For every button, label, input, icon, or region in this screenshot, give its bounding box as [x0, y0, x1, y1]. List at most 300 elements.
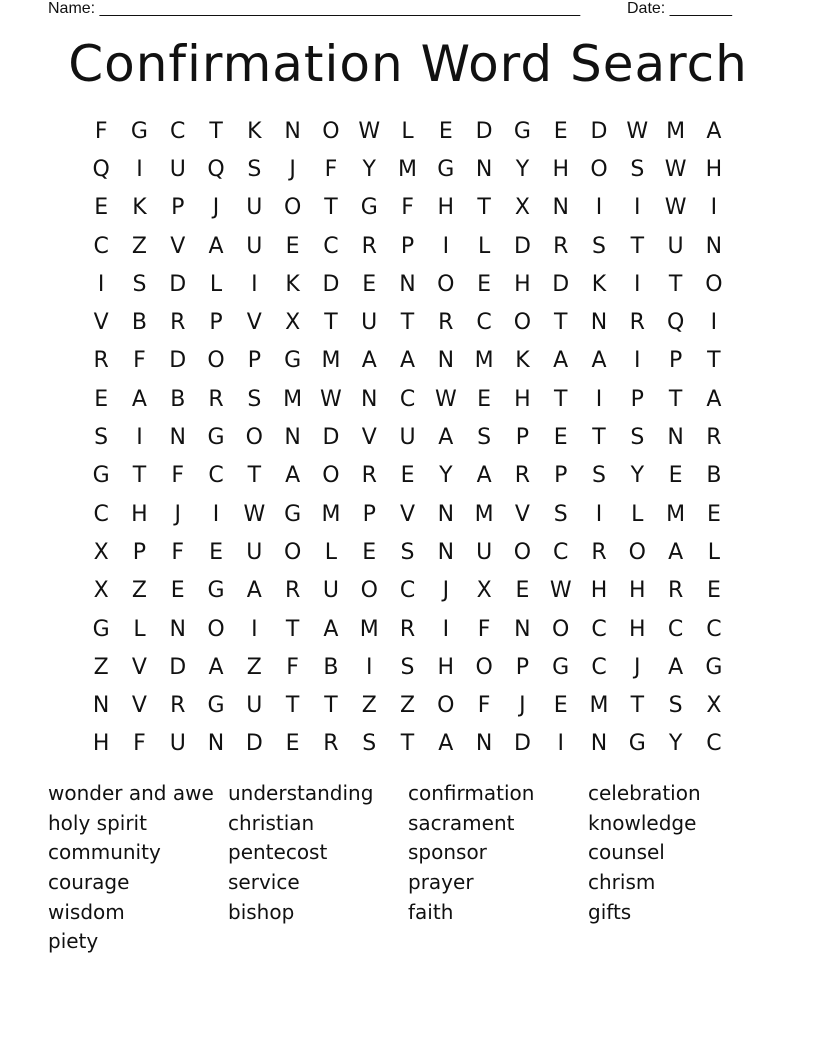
grid-letter[interactable]: Z: [246, 654, 262, 680]
grid-letter[interactable]: U: [246, 539, 263, 565]
grid-letter[interactable]: D: [245, 731, 263, 757]
grid-letter[interactable]: A: [706, 118, 722, 144]
grid-letter[interactable]: R: [170, 310, 186, 336]
grid-letter[interactable]: A: [323, 616, 339, 642]
grid-letter[interactable]: A: [208, 233, 224, 259]
grid-letter[interactable]: N: [475, 156, 493, 182]
grid-letter[interactable]: C: [591, 616, 607, 642]
grid-letter[interactable]: N: [552, 195, 569, 221]
grid-letter[interactable]: G: [513, 118, 531, 144]
grid-letter[interactable]: G: [130, 118, 148, 144]
grid-letter[interactable]: O: [705, 271, 723, 297]
grid-letter[interactable]: P: [668, 348, 683, 374]
grid-letter[interactable]: T: [668, 271, 683, 297]
grid-letter[interactable]: R: [591, 539, 607, 565]
grid-letter[interactable]: T: [553, 386, 568, 412]
grid-letter[interactable]: C: [399, 578, 416, 604]
grid-letter[interactable]: X: [514, 195, 530, 221]
grid-letter[interactable]: Z: [361, 693, 377, 719]
grid-letter[interactable]: N: [667, 425, 684, 451]
grid-letter[interactable]: J: [519, 693, 526, 719]
grid-letter[interactable]: K: [247, 118, 262, 144]
grid-letter[interactable]: Q: [666, 310, 685, 336]
grid-letter[interactable]: E: [94, 195, 109, 221]
grid-letter[interactable]: G: [628, 731, 646, 757]
grid-letter[interactable]: N: [705, 233, 723, 259]
grid-letter[interactable]: N: [169, 425, 186, 451]
grid-letter[interactable]: B: [706, 463, 722, 489]
grid-letter[interactable]: E: [285, 233, 300, 259]
grid-letter[interactable]: T: [630, 693, 645, 719]
header: [48, 0, 748, 20]
word-list-item: knowledge: [588, 810, 697, 835]
grid-letter[interactable]: T: [132, 463, 147, 489]
grid-letter[interactable]: J: [289, 156, 296, 182]
grid-letter[interactable]: K: [515, 348, 530, 374]
grid-letter[interactable]: C: [591, 654, 607, 680]
grid-letter[interactable]: P: [132, 539, 147, 565]
grid-letter[interactable]: I: [595, 195, 603, 221]
grid-letter[interactable]: F: [477, 693, 491, 719]
grid-letter[interactable]: J: [634, 654, 641, 680]
word-list-item: courage: [48, 870, 130, 895]
grid-letter[interactable]: R: [399, 616, 416, 642]
grid-letter[interactable]: J: [442, 578, 450, 604]
grid-letter[interactable]: E: [209, 539, 223, 565]
grid-letter[interactable]: G: [705, 654, 723, 680]
grid-letter[interactable]: O: [322, 118, 340, 144]
grid-letter[interactable]: G: [207, 425, 225, 451]
grid-letter[interactable]: G: [92, 616, 110, 642]
grid-letter[interactable]: I: [136, 425, 143, 451]
grid-letter[interactable]: O: [283, 195, 302, 221]
grid-letter[interactable]: C: [706, 731, 722, 757]
grid-letter[interactable]: T: [324, 195, 338, 221]
grid-letter[interactable]: F: [171, 463, 185, 489]
grid-letter[interactable]: U: [667, 233, 684, 259]
grid-letter[interactable]: E: [477, 386, 492, 412]
grid-letter[interactable]: K: [132, 195, 147, 221]
grid-letter[interactable]: C: [93, 233, 109, 259]
word-list-item: celebration: [588, 781, 701, 805]
grid-letter[interactable]: Y: [362, 156, 376, 182]
grid-letter[interactable]: S: [247, 386, 262, 412]
grid-letter[interactable]: I: [634, 195, 641, 221]
grid-letter[interactable]: G: [207, 693, 225, 719]
grid-letter[interactable]: R: [323, 731, 339, 757]
grid-letter[interactable]: S: [592, 463, 606, 489]
grid-letter[interactable]: S: [362, 731, 377, 757]
grid-letter[interactable]: A: [399, 348, 416, 374]
grid-letter[interactable]: W: [358, 118, 381, 144]
grid-letter[interactable]: N: [92, 693, 110, 719]
grid-letter[interactable]: L: [209, 271, 223, 297]
grid-letter[interactable]: E: [553, 693, 568, 719]
grid-letter[interactable]: X: [93, 578, 109, 604]
grid-letter[interactable]: U: [322, 578, 339, 604]
grid-letter[interactable]: I: [595, 501, 603, 527]
grid-letter[interactable]: N: [590, 731, 608, 757]
grid-letter[interactable]: F: [94, 118, 108, 144]
grid-letter[interactable]: E: [553, 425, 568, 451]
name-field[interactable]: Name: ______________________________________________________: [48, 0, 581, 17]
grid-letter[interactable]: N: [284, 425, 301, 451]
grid-letter[interactable]: E: [553, 118, 568, 144]
grid-letter[interactable]: A: [438, 425, 454, 451]
grid-letter[interactable]: S: [477, 425, 492, 451]
grid-letter[interactable]: A: [668, 654, 684, 680]
grid-letter[interactable]: C: [93, 501, 109, 527]
grid-letter[interactable]: F: [286, 654, 299, 680]
grid-letter[interactable]: A: [361, 348, 377, 374]
grid-letter[interactable]: D: [475, 118, 493, 144]
grid-letter[interactable]: P: [247, 348, 261, 374]
grid-letter[interactable]: U: [246, 233, 263, 259]
grid-letter[interactable]: A: [438, 731, 454, 757]
grid-letter[interactable]: T: [400, 310, 415, 336]
grid-letter[interactable]: U: [246, 693, 263, 719]
grid-letter[interactable]: H: [131, 501, 148, 527]
grid-letter[interactable]: K: [591, 271, 607, 297]
grid-letter[interactable]: I: [212, 501, 220, 527]
grid-letter[interactable]: M: [666, 118, 686, 144]
grid-letter[interactable]: B: [131, 310, 147, 336]
grid-letter[interactable]: L: [707, 539, 721, 565]
grid-letter[interactable]: W: [664, 156, 687, 182]
grid-letter[interactable]: Y: [515, 156, 530, 182]
grid-letter[interactable]: O: [207, 616, 225, 642]
grid-letter[interactable]: H: [437, 195, 455, 221]
grid-letter[interactable]: D: [169, 654, 187, 680]
grid-letter[interactable]: O: [475, 654, 493, 680]
grid-letter[interactable]: O: [322, 463, 340, 489]
grid-letter[interactable]: S: [400, 654, 415, 680]
grid-letter[interactable]: N: [590, 310, 608, 336]
grid-letter[interactable]: E: [362, 271, 377, 297]
grid-letter[interactable]: Q: [92, 156, 110, 182]
grid-letter[interactable]: H: [514, 271, 531, 297]
grid-letter[interactable]: O: [628, 539, 646, 565]
grid-letter[interactable]: R: [361, 463, 377, 489]
grid-letter[interactable]: L: [631, 501, 644, 527]
grid-letter[interactable]: U: [361, 310, 378, 336]
grid-letter[interactable]: H: [552, 156, 569, 182]
grid-letter[interactable]: S: [400, 539, 415, 565]
grid-letter[interactable]: Z: [131, 578, 147, 604]
grid-letter[interactable]: X: [285, 310, 301, 336]
grid-letter[interactable]: M: [283, 386, 303, 412]
grid-letter[interactable]: T: [668, 386, 683, 412]
grid-letter[interactable]: N: [437, 539, 455, 565]
grid-letter[interactable]: T: [400, 731, 415, 757]
grid-letter[interactable]: M: [321, 348, 341, 374]
grid-letter[interactable]: M: [398, 156, 418, 182]
grid-letter[interactable]: L: [324, 539, 338, 565]
grid-letter[interactable]: G: [207, 578, 225, 604]
grid-letter[interactable]: H: [437, 654, 455, 680]
grid-letter[interactable]: W: [549, 578, 572, 604]
grid-letter[interactable]: Y: [630, 463, 645, 489]
grid-letter[interactable]: A: [285, 463, 301, 489]
grid-letter[interactable]: I: [557, 731, 564, 757]
grid-letter[interactable]: R: [438, 310, 454, 336]
grid-letter[interactable]: F: [477, 616, 491, 642]
grid-letter[interactable]: B: [170, 386, 186, 412]
word-list-item: holy spirit: [48, 810, 147, 835]
grid-letter[interactable]: F: [324, 156, 338, 182]
grid-letter[interactable]: H: [514, 386, 531, 412]
grid-letter[interactable]: S: [668, 693, 683, 719]
grid-letter[interactable]: T: [553, 310, 568, 336]
grid-letter[interactable]: N: [437, 501, 455, 527]
grid-letter[interactable]: P: [515, 654, 530, 680]
grid-letter[interactable]: V: [246, 310, 262, 336]
grid-letter[interactable]: O: [437, 693, 455, 719]
grid-letter[interactable]: A: [668, 539, 684, 565]
word-list-item: sponsor: [408, 840, 487, 865]
grid-letter[interactable]: G: [92, 463, 110, 489]
grid-letter[interactable]: M: [666, 501, 686, 527]
grid-letter[interactable]: X: [93, 539, 109, 565]
grid-letter[interactable]: A: [476, 463, 492, 489]
grid-letter[interactable]: W: [434, 386, 457, 412]
grid-letter[interactable]: N: [207, 731, 225, 757]
date-field[interactable]: Date: _______: [627, 0, 732, 17]
grid-letter[interactable]: I: [595, 386, 603, 412]
grid-letter[interactable]: I: [442, 616, 450, 642]
grid-letter[interactable]: R: [667, 578, 684, 604]
grid-letter[interactable]: E: [94, 386, 109, 412]
grid-letter[interactable]: T: [707, 348, 721, 374]
grid-letter[interactable]: Y: [439, 463, 453, 489]
grid-letter[interactable]: T: [285, 693, 300, 719]
grid-letter[interactable]: G: [284, 348, 302, 374]
grid-letter[interactable]: M: [321, 501, 341, 527]
grid-letter[interactable]: C: [399, 386, 416, 412]
grid-letter[interactable]: P: [554, 463, 568, 489]
grid-letter[interactable]: O: [283, 539, 302, 565]
grid-letter[interactable]: N: [360, 386, 378, 412]
grid-letter[interactable]: O: [360, 578, 378, 604]
grid-letter[interactable]: T: [477, 195, 491, 221]
grid-letter[interactable]: T: [592, 425, 606, 451]
grid-letter[interactable]: M: [474, 501, 494, 527]
grid-letter[interactable]: I: [251, 271, 258, 297]
grid-letter[interactable]: E: [515, 578, 530, 604]
grid-letter[interactable]: P: [171, 195, 185, 221]
grid-letter[interactable]: W: [320, 386, 342, 412]
grid-letter[interactable]: R: [706, 425, 722, 451]
grid-letter[interactable]: I: [634, 348, 641, 374]
grid-letter[interactable]: N: [475, 731, 493, 757]
grid-letter[interactable]: V: [93, 310, 109, 336]
grid-letter[interactable]: T: [285, 616, 300, 642]
grid-letter[interactable]: H: [629, 578, 646, 604]
grid-letter[interactable]: T: [630, 233, 645, 259]
grid-letter[interactable]: H: [590, 578, 608, 604]
grid-letter[interactable]: N: [437, 348, 455, 374]
grid-letter[interactable]: Z: [131, 233, 147, 259]
grid-letter[interactable]: S: [630, 156, 645, 182]
grid-letter[interactable]: T: [324, 693, 338, 719]
grid-letter[interactable]: V: [131, 654, 147, 680]
grid-letter[interactable]: N: [284, 118, 301, 144]
grid-letter[interactable]: C: [323, 233, 339, 259]
grid-letter[interactable]: J: [174, 501, 181, 527]
grid-letter[interactable]: S: [630, 425, 645, 451]
grid-letter[interactable]: V: [131, 693, 147, 719]
grid-letter[interactable]: C: [208, 463, 224, 489]
grid-letter[interactable]: O: [590, 156, 608, 182]
grid-letter[interactable]: O: [207, 348, 225, 374]
grid-letter[interactable]: L: [477, 233, 491, 259]
grid-letter[interactable]: V: [514, 501, 530, 527]
grid-letter[interactable]: D: [322, 425, 340, 451]
grid-letter[interactable]: R: [93, 348, 109, 374]
grid-letter[interactable]: P: [209, 310, 223, 336]
grid-letter[interactable]: E: [362, 539, 377, 565]
grid-letter[interactable]: P: [362, 501, 376, 527]
grid-letter[interactable]: U: [476, 539, 493, 565]
grid-letter[interactable]: M: [589, 693, 609, 719]
grid-letter[interactable]: I: [97, 271, 105, 297]
grid-letter[interactable]: F: [401, 195, 414, 221]
grid-letter[interactable]: A: [553, 348, 569, 374]
grid-letter[interactable]: O: [513, 310, 532, 336]
grid-letter[interactable]: R: [361, 233, 377, 259]
grid-letter[interactable]: G: [284, 501, 302, 527]
grid-letter[interactable]: F: [171, 539, 185, 565]
grid-letter[interactable]: E: [706, 501, 721, 527]
grid-letter[interactable]: O: [513, 539, 532, 565]
grid-letter[interactable]: R: [553, 233, 569, 259]
grid-letter[interactable]: I: [710, 195, 718, 221]
grid-letter[interactable]: W: [626, 118, 649, 144]
grid-letter[interactable]: K: [285, 271, 300, 297]
grid-letter[interactable]: X: [706, 693, 722, 719]
grid-letter[interactable]: V: [170, 233, 186, 259]
grid-letter[interactable]: Z: [399, 693, 416, 719]
grid-letter[interactable]: D: [169, 348, 187, 374]
grid-letter[interactable]: F: [133, 348, 146, 374]
word-list-item: wonder and awe: [48, 781, 214, 805]
grid-letter[interactable]: O: [437, 271, 455, 297]
grid-letter[interactable]: O: [245, 425, 263, 451]
grid-letter[interactable]: R: [170, 693, 186, 719]
grid-letter[interactable]: N: [399, 271, 416, 297]
grid-letter[interactable]: R: [514, 463, 531, 489]
grid-letter[interactable]: L: [401, 118, 414, 144]
grid-letter[interactable]: T: [324, 310, 338, 336]
grid-letter[interactable]: Q: [207, 156, 225, 182]
grid-letter[interactable]: D: [552, 271, 570, 297]
grid-letter[interactable]: L: [133, 616, 146, 642]
grid-letter[interactable]: U: [399, 425, 416, 451]
grid-letter[interactable]: E: [706, 578, 721, 604]
page-title: Confirmation Word Search: [68, 35, 748, 93]
grid-letter[interactable]: C: [706, 616, 722, 642]
grid-letter[interactable]: U: [169, 156, 186, 182]
grid-letter[interactable]: D: [590, 118, 608, 144]
grid-letter[interactable]: J: [212, 195, 220, 221]
grid-letter[interactable]: A: [591, 348, 607, 374]
grid-letter[interactable]: A: [706, 386, 722, 412]
grid-letter[interactable]: C: [553, 539, 569, 565]
grid-letter[interactable]: G: [552, 654, 570, 680]
grid-letter[interactable]: H: [92, 731, 110, 757]
grid-letter[interactable]: E: [668, 463, 683, 489]
grid-letter[interactable]: G: [437, 156, 455, 182]
grid-letter[interactable]: E: [438, 118, 453, 144]
grid-letter[interactable]: S: [132, 271, 147, 297]
grid-letter[interactable]: H: [629, 616, 646, 642]
grid-letter[interactable]: Y: [668, 731, 683, 757]
grid-letter[interactable]: I: [634, 271, 641, 297]
grid-letter[interactable]: E: [285, 731, 300, 757]
grid-letter[interactable]: U: [169, 731, 186, 757]
grid-letter[interactable]: X: [476, 578, 492, 604]
grid-letter[interactable]: T: [209, 118, 223, 144]
grid-letter[interactable]: G: [360, 195, 378, 221]
grid-letter[interactable]: S: [247, 156, 262, 182]
grid-letter[interactable]: N: [514, 616, 531, 642]
grid-letter[interactable]: A: [208, 654, 224, 680]
grid-letter[interactable]: D: [169, 271, 187, 297]
grid-letter[interactable]: R: [284, 578, 301, 604]
grid-letter[interactable]: N: [169, 616, 186, 642]
grid-letter[interactable]: D: [513, 731, 531, 757]
grid-letter[interactable]: W: [664, 195, 687, 221]
grid-letter[interactable]: A: [246, 578, 262, 604]
grid-letter[interactable]: M: [359, 616, 379, 642]
grid-letter[interactable]: F: [133, 731, 146, 757]
grid-letter[interactable]: Z: [93, 654, 109, 680]
word-list-item: piety: [48, 929, 99, 954]
grid-letter[interactable]: P: [630, 386, 644, 412]
grid-letter[interactable]: U: [246, 195, 263, 221]
grid-letter[interactable]: R: [629, 310, 645, 336]
grid-letter[interactable]: I: [251, 616, 258, 642]
grid-letter[interactable]: S: [94, 425, 109, 451]
grid-letter[interactable]: E: [477, 271, 492, 297]
grid-letter[interactable]: W: [243, 501, 266, 527]
grid-letter[interactable]: C: [667, 616, 684, 642]
grid-letter[interactable]: E: [170, 578, 185, 604]
grid-letter[interactable]: T: [247, 463, 262, 489]
grid-letter[interactable]: C: [170, 118, 186, 144]
grid-letter[interactable]: E: [400, 463, 415, 489]
grid-letter[interactable]: O: [552, 616, 570, 642]
grid-letter[interactable]: D: [322, 271, 340, 297]
grid-letter[interactable]: P: [400, 233, 415, 259]
grid-letter[interactable]: V: [361, 425, 377, 451]
grid-letter[interactable]: I: [136, 156, 143, 182]
grid-letter[interactable]: B: [323, 654, 339, 680]
grid-letter[interactable]: M: [474, 348, 494, 374]
grid-letter[interactable]: H: [705, 156, 723, 182]
grid-letter[interactable]: I: [442, 233, 450, 259]
grid-letter[interactable]: I: [710, 310, 718, 336]
grid-letter[interactable]: R: [208, 386, 224, 412]
grid-letter[interactable]: S: [553, 501, 568, 527]
grid-letter[interactable]: S: [592, 233, 606, 259]
grid-letter[interactable]: C: [476, 310, 492, 336]
grid-letter[interactable]: D: [513, 233, 531, 259]
grid-letter[interactable]: V: [399, 501, 416, 527]
grid-letter[interactable]: P: [515, 425, 530, 451]
grid-letter[interactable]: A: [131, 386, 147, 412]
grid-letter[interactable]: I: [365, 654, 373, 680]
